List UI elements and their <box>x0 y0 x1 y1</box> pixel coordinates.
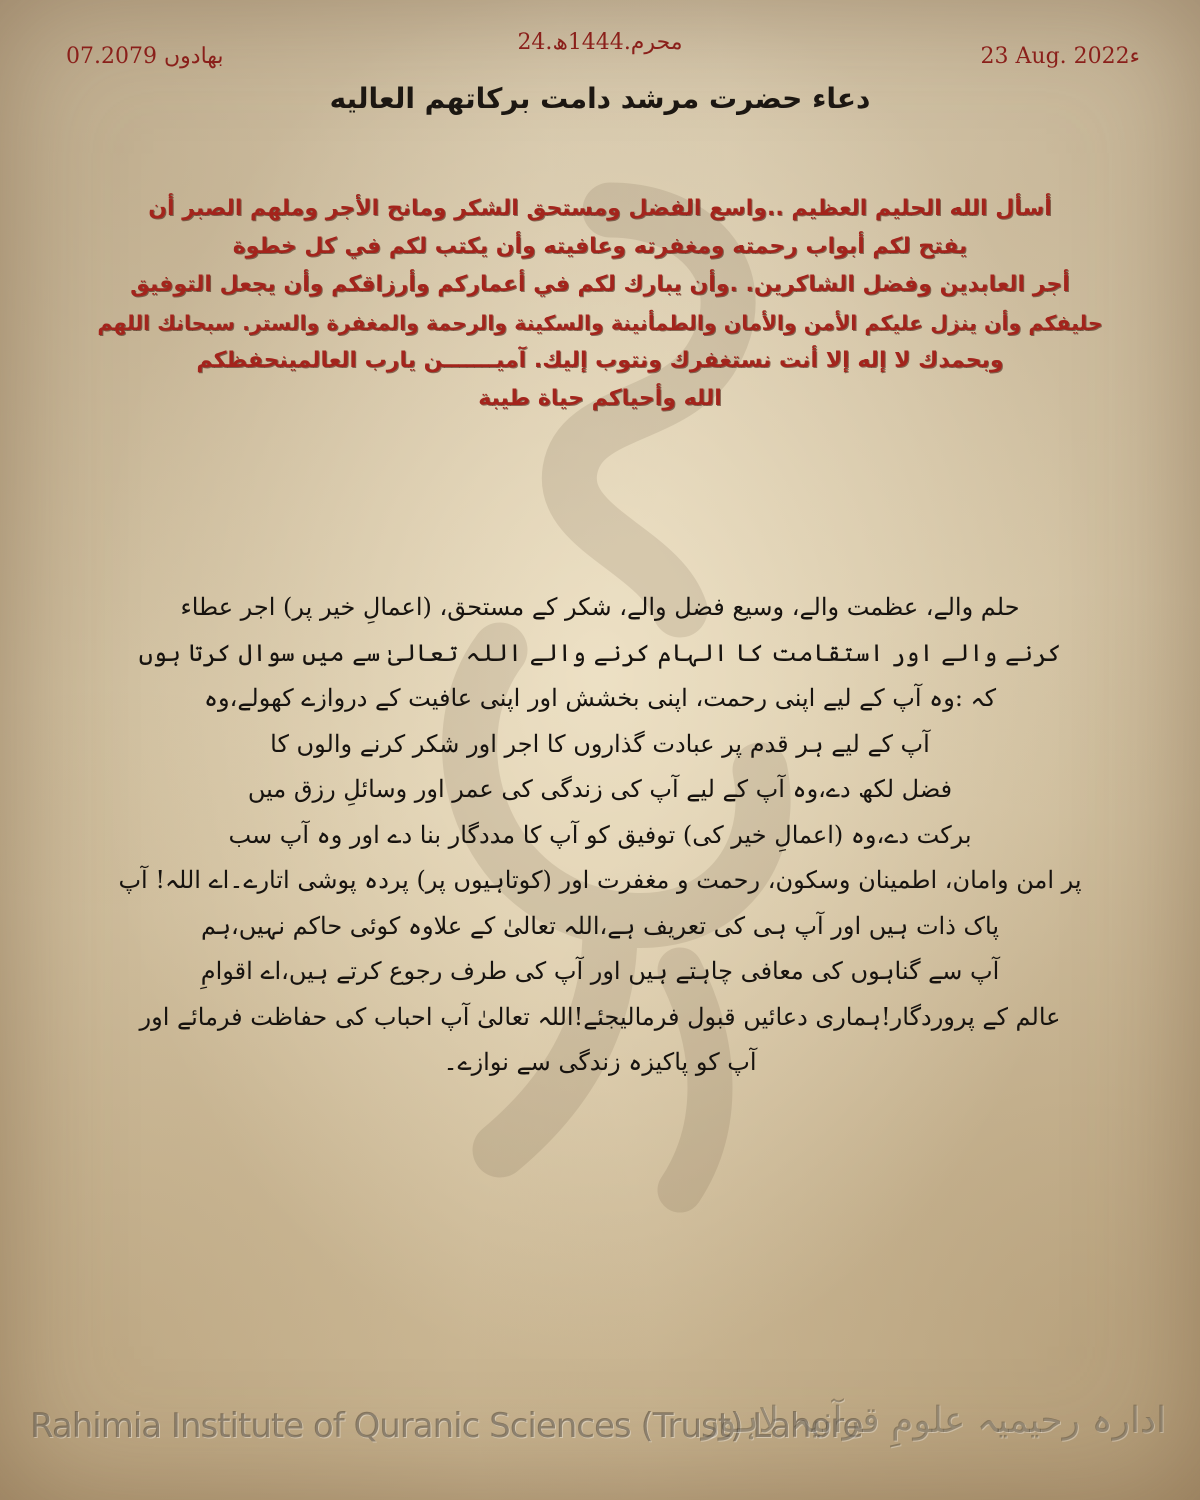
header-dates <box>60 30 1140 90</box>
urdu-line: برکت دے،وہ (اعمالِ خیر کی) توفیق کو آپ کا مددگار بنا دے اور وہ آپ سب <box>228 820 972 849</box>
gregorian-date: 23 Aug. 2022ء <box>980 44 1140 69</box>
urdu-line: پر امن وامان، اطمینان وسکون، رحمت و مغفرت اور (کوتاہیوں پر) پردہ پوشی اتارے۔اے اللہ! آپ <box>118 866 1082 894</box>
arabic-line: حليفكم وأن ينزل عليكم الأمن والأمان والطمأنينة والسكينة والرحمة والمغفرة والستر. سبحانك اللهم <box>97 311 1103 335</box>
urdu-line: آپ سے گناہوں کی معافی چاہتے ہیں اور آپ کی طرف رجوع کرتے ہیں،اے اقوامِ <box>200 957 1000 985</box>
urdu-line: فضل لکھ دے،وہ آپ کے لیے آپ کی زندگی کی عمر اور وسائلِ رزق میں <box>247 775 953 803</box>
footer <box>0 1396 1200 1466</box>
arabic-line: وبحمدك لا إله إلا أنت نستغفرك ونتوب إليك. آميـــــــن يارب العالمينحفظكم <box>196 348 1004 373</box>
arabic-line: يفتح لكم أبواب رحمته ومغفرته وعافيته وأن يكتب لكم في كل خطوة <box>232 234 968 259</box>
page-title: دعاء حضرت مرشد دامت برکاتهم العاليه <box>329 82 871 115</box>
urdu-line: آپ کو پاکیزہ زندگی سے نوازے۔ <box>443 1048 757 1076</box>
urdu-line: پاک ذات ہیں اور آپ ہی کی تعریف ہے،اللہ تعالیٰ کے علاوہ کوئی حاکم نہیں،ہم <box>200 911 1000 940</box>
hijri-date: 24.محرم.1444ھ <box>517 30 683 55</box>
arabic-prayer <box>90 190 1110 418</box>
urdu-line: کرنے والے اور استقامت کا الہام کرنے والے اللہ تعالیٰ سے میں سوال کرتا ہوں <box>138 638 1062 667</box>
institute-name-urdu-logo: ادارہ رحیمیہ علومِ قرآنیہ لاہور <box>701 1400 1166 1441</box>
bikrami-date: 07.بھادوں 2079 <box>66 44 224 69</box>
arabic-line: أسأل الله الحليم العظيم ..واسع الفضل ومستحق الشكر ومانح الأجر وملهم الصبر أن <box>148 196 1052 221</box>
urdu-line: کہ :وہ آپ کے لیے اپنی رحمت، اپنی بخشش اور اپنی عافیت کے دروازے کھولے،وہ <box>203 684 997 712</box>
arabic-line: أجر العابدين وفضل الشاكرين. .وأن يبارك لكم في أعماركم وأرزاقكم وأن يجعل التوفيق <box>130 272 1070 297</box>
arabic-line: الله وأحياكم حياة طيبة <box>478 386 722 411</box>
urdu-line: آپ کے لیے ہر قدم پر عبادت گذاروں کا اجر اور شکر کرنے والوں کا <box>270 729 930 758</box>
urdu-line: عالم کے پروردگار!ہماری دعائیں قبول فرمالیجئے!اللہ تعالیٰ آپ احباب کی حفاظت فرمائے اور <box>139 1002 1061 1031</box>
urdu-translation <box>100 585 1100 1086</box>
urdu-line: حلم والے، عظمت والے، وسیع فضل والے، شکر کے مستحق، (اعمالِ خیر پر) اجر عطاء <box>180 593 1020 621</box>
institute-name-english: Rahimia Institute of Quranic Sciences (Trust) Lahore <box>30 1406 863 1446</box>
